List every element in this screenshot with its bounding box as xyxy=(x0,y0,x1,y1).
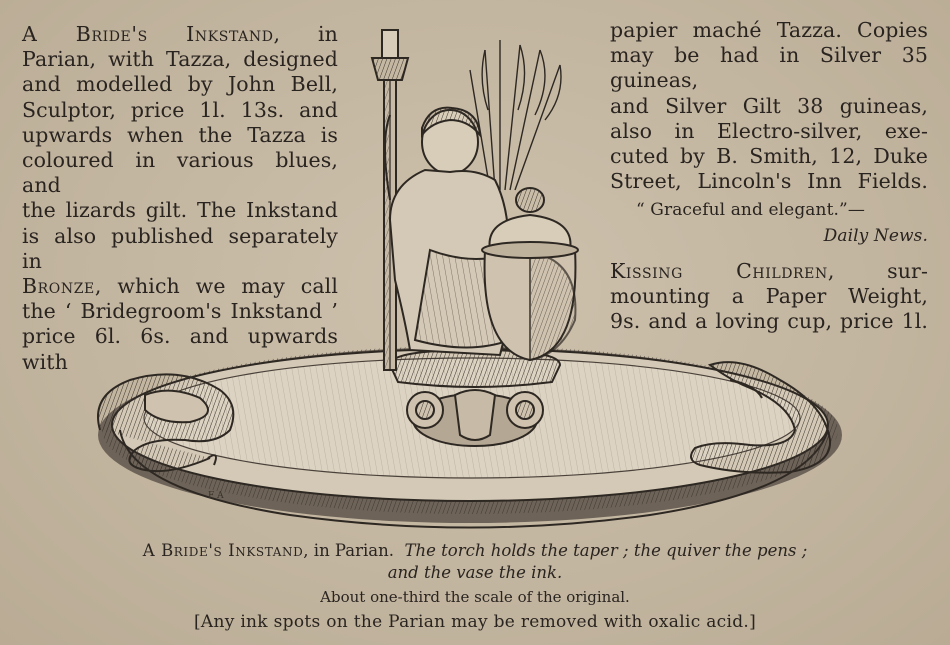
kissing-children-title: Kissing Children xyxy=(610,258,828,283)
scale-note: About one-third the scale of the original. xyxy=(320,588,630,606)
caption-italic-1: The torch holds the taper ; the quiver the pens ; xyxy=(404,541,808,560)
text-line: may be had in Silver 35 guineas, xyxy=(610,43,928,93)
press-quote-source: Daily News. xyxy=(823,225,928,246)
text-line: cuted by B. Smith, 12, Duke xyxy=(610,144,928,169)
text-line: also in Electro-silver, exe- xyxy=(610,118,928,143)
caption-italic-2: and the vase the ink. xyxy=(387,563,563,582)
ink-removal-note: [Any ink spots on the Parian may be removed with oxalic acid.] xyxy=(193,612,757,632)
kissing-children-paragraph: Kissing Children, sur- mounting a Paper Weight, 9s. and a loving cup, price 1l. xyxy=(610,258,928,334)
text-line: mounting a Paper Weight, xyxy=(610,284,928,309)
text-line: Street, Lincoln's Inn Fields. xyxy=(610,169,928,194)
text-line: and modelled by John Bell, xyxy=(22,72,338,97)
left-paragraph: A Bride's Inkstand, in Parian, with Tazza, designed and modelled by John Bell, Sculptor, price 1l. 13s. and upwards when the Tazza is coloured in various blues, and the lizards gilt. The Inkstand is also published separately in Bronze, which we may call the ‘ Bridegroom's Inkstand ’ price 6l. 6s. and upwards with xyxy=(22,22,338,374)
caption-title: A Bride's Inkstand xyxy=(142,541,304,560)
inkstand-title: A Bride's Inkstand xyxy=(22,22,274,46)
text-line: Parian, with Tazza, designed xyxy=(22,47,338,72)
text-line: coloured in various blues, and xyxy=(22,148,338,198)
press-quote: “ Graceful and elegant.”— xyxy=(636,200,865,221)
text-line: is also published separately in xyxy=(22,223,338,273)
text-line: upwards when the Tazza is xyxy=(22,122,338,147)
text-line: the lizards gilt. The Inkstand xyxy=(22,198,338,223)
text-line: and Silver Gilt 38 guineas, xyxy=(610,93,928,118)
text-line: papier maché Tazza. Copies xyxy=(610,18,928,42)
caption-line-2 xyxy=(0,562,950,584)
text-line: Sculptor, price 1l. 13s. and xyxy=(22,97,338,122)
text-line: 9s. and a loving cup, price 1l. xyxy=(610,309,928,334)
caption-line-1: A Bride's Inkstand, in Parian. The torch holds the taper ; the quiver the pens ; xyxy=(142,541,808,560)
inkstand-engraving xyxy=(90,20,850,540)
text-line: the ‘ Bridegroom's Inkstand ’ xyxy=(22,299,338,324)
figure-caption xyxy=(0,540,950,633)
engraver-signature: F A xyxy=(208,491,224,501)
bronze-label: Bronze xyxy=(22,274,95,299)
text-line: price 6l. 6s. and upwards with xyxy=(22,324,338,374)
quiver-with-pens xyxy=(470,40,561,190)
